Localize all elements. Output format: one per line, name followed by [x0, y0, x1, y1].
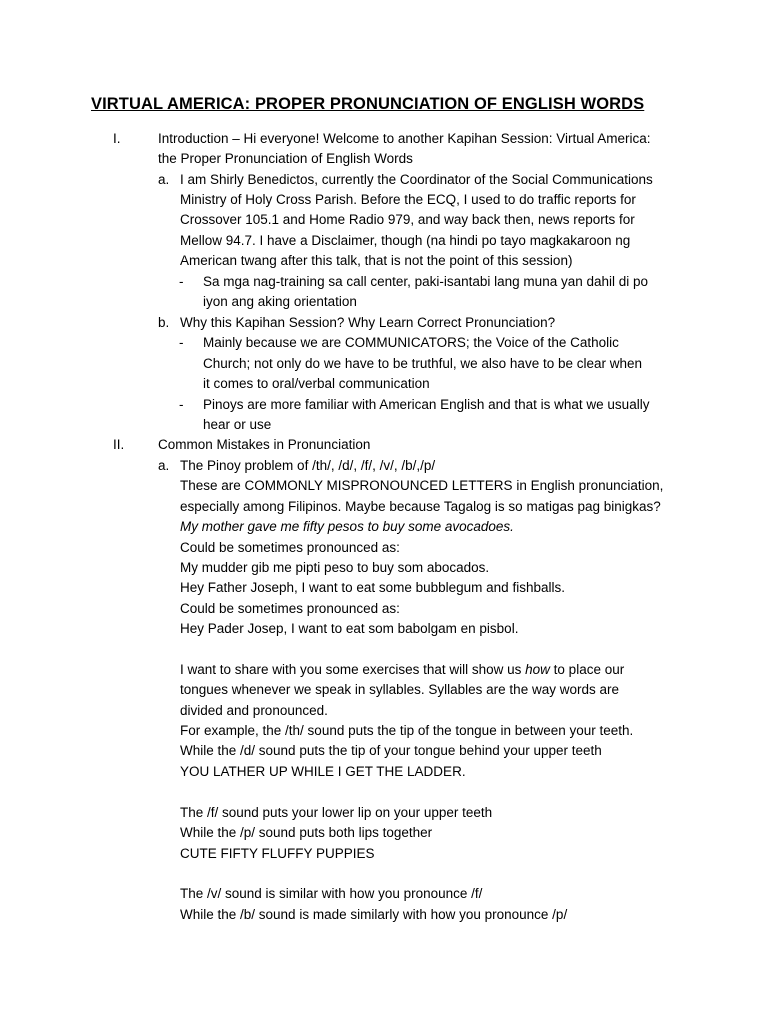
item-line: Crossover 105.1 and Home Radio 979, and way back then, news reports for [180, 212, 635, 227]
bullet-line: Mainly because we are COMMUNICATORS; the Voice of the Catholic [203, 335, 619, 350]
item-line: Why this Kapihan Session? Why Learn Correct Pronunciation? [180, 315, 556, 330]
item-line: American twang after this talk, that is not the point of this session) [180, 253, 573, 268]
body-line: These are COMMONLY MISPRONOUNCED LETTERS in English pronunciation, [180, 478, 664, 493]
bullet-line: Church; not only do we have to be truthful, we also have to be clear when [203, 356, 643, 371]
body-text: I want to share with you some exercises that will show us [180, 662, 526, 677]
body-line: My mudder gib me pipti peso to buy som abocados. [180, 560, 490, 575]
bullet-line: hear or use [203, 417, 272, 432]
body-line: especially among Filipinos. Maybe because Tagalog is so matigas pag binigkas? [180, 499, 661, 514]
section-heading-line: Introduction – Hi everyone! Welcome to another Kapihan Session: Virtual America: [158, 131, 651, 146]
section-numeral: II. [113, 437, 125, 452]
section-numeral: I. [113, 131, 121, 146]
item-line: I am Shirly Benedictos, currently the Coordinator of the Social Communications [180, 172, 653, 187]
body-line: Hey Pader Josep, I want to eat som babolgam en pisbol. [180, 621, 519, 636]
body-line: While the /b/ sound is made similarly with how you pronounce /p/ [180, 907, 568, 922]
body-line: While the /p/ sound puts both lips together [180, 825, 433, 840]
body-line: CUTE FIFTY FLUFFY PUPPIES [180, 846, 375, 861]
item-letter: a. [158, 172, 170, 187]
section-heading-line: Common Mistakes in Pronunciation [158, 437, 371, 452]
item-letter: a. [158, 458, 170, 473]
document-title: VIRTUAL AMERICA: PROPER PRONUNCIATION OF ENGLISH WORDS [91, 95, 645, 113]
item-line: Ministry of Holy Cross Parish. Before the ECQ, I used to do traffic reports for [180, 192, 636, 207]
body-line: Could be sometimes pronounced as: [180, 540, 400, 555]
body-line: Hey Father Joseph, I want to eat some bubblegum and fishballs. [180, 580, 565, 595]
body-text: to place our [549, 662, 625, 677]
body-line: Could be sometimes pronounced as: [180, 601, 400, 616]
bullet-dash: - [179, 397, 184, 412]
body-line: For example, the /th/ sound puts the tip of the tongue in between your teeth. [180, 723, 634, 738]
item-letter: b. [158, 315, 170, 330]
body-line: tongues whenever we speak in syllables. Syllables are the way words are [180, 682, 619, 697]
bullet-line: it comes to oral/verbal communication [203, 376, 430, 391]
section-heading-line: the Proper Pronunciation of English Words [158, 151, 413, 166]
emphasis-text: how [525, 662, 550, 677]
body-line [180, 660, 624, 680]
body-line: While the /d/ sound puts the tip of your tongue behind your upper teeth [180, 743, 602, 758]
body-line: The /v/ sound is similar with how you pronounce /f/ [180, 886, 483, 901]
example-sentence: My mother gave me fifty pesos to buy some avocadoes. [180, 519, 514, 534]
bullet-line: Sa mga nag-training sa call center, paki-isantabi lang muna yan dahil di po [203, 274, 649, 289]
item-line: The Pinoy problem of /th/, /d/, /f/, /v/, /b/,/p/ [180, 458, 436, 473]
item-line: Mellow 94.7. I have a Disclaimer, though (na hindi po tayo magkakaroon ng [180, 233, 631, 248]
body-line: divided and pronounced. [180, 703, 328, 718]
bullet-dash: - [179, 274, 184, 289]
body-line: YOU LATHER UP WHILE I GET THE LADDER. [180, 764, 466, 779]
bullet-line: Pinoys are more familiar with American English and that is what we usually [203, 397, 650, 412]
body-line: The /f/ sound puts your lower lip on your upper teeth [180, 805, 493, 820]
bullet-dash: - [179, 335, 184, 350]
bullet-line: iyon ang aking orientation [203, 294, 357, 309]
